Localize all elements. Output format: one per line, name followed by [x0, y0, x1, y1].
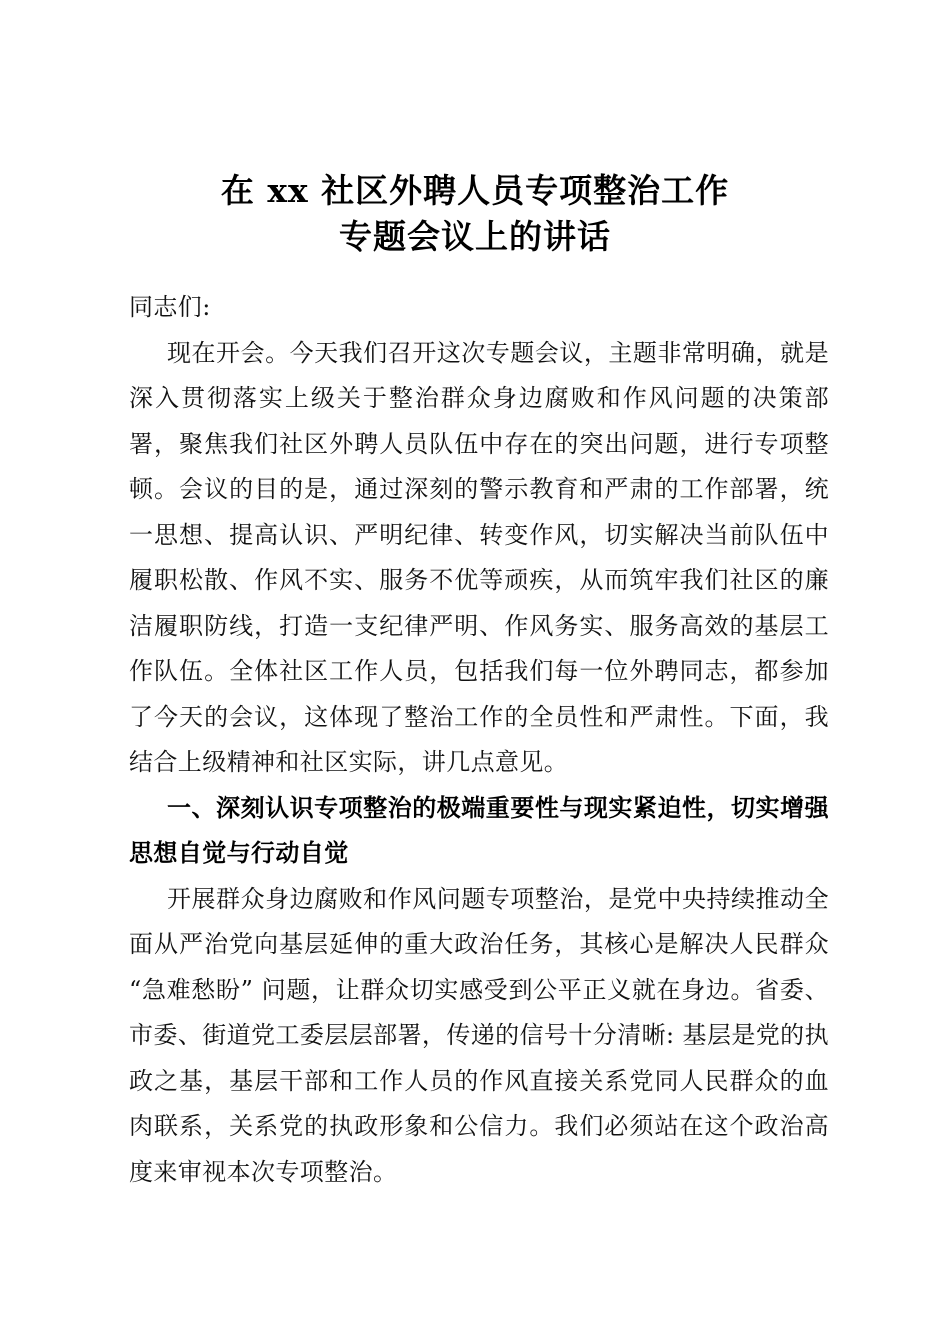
- section-heading-1: 一、深刻认识专项整治的极端重要性与现实紧迫性，切实增强思想自觉与行动自觉: [129, 793, 829, 867]
- section-1-paragraph: 开展群众身边腐败和作风问题专项整治，是党中央持续推动全面从严治党向基层延伸的重大政治任务，其核心是解决人民群众 “急难愁盼” 问题，让群众切实感受到公平正义就在身边。省委、市委、街道党工委层层部署，传递的信号十分清晰: 基层是党的执政之基，基层干部和工作人员的作风直接关系党同人民群众的血肉联系，关系党的执政形象和公信力。我们必须站在这个政治高度来审视本次专项整治。: [129, 884, 829, 1186]
- opening-paragraph: 现在开会。今天我们召开这次专题会议，主题非常明确，就是深入贯彻落实上级关于整治群众身边腐败和作风问题的决策部署，聚焦我们社区外聘人员队伍中存在的突出问题，进行专项整顿。会议的目的是，通过深刻的警示教育和严肃的工作部署，统一思想、提高认识、严明纪律、转变作风，切实解决当前队伍中履职松散、作风不实、服务不优等顽疾，从而筑牢我们社区的廉洁履职防线，打造一支纪律严明、作风务实、服务高效的基层工作队伍。全体社区工作人员，包括我们每一位外聘同志，都参加了今天的会议，这体现了整治工作的全员性和严肃性。下面，我结合上级精神和社区实际，讲几点意见。: [129, 338, 829, 776]
- title-line-1: 在 xx 社区外聘人员专项整治工作: [220, 171, 730, 210]
- document-title: [0, 168, 950, 260]
- title-line-2: 专题会议上的讲话: [339, 217, 611, 256]
- salutation: 同志们:: [129, 293, 211, 321]
- document-body: [129, 285, 829, 1195]
